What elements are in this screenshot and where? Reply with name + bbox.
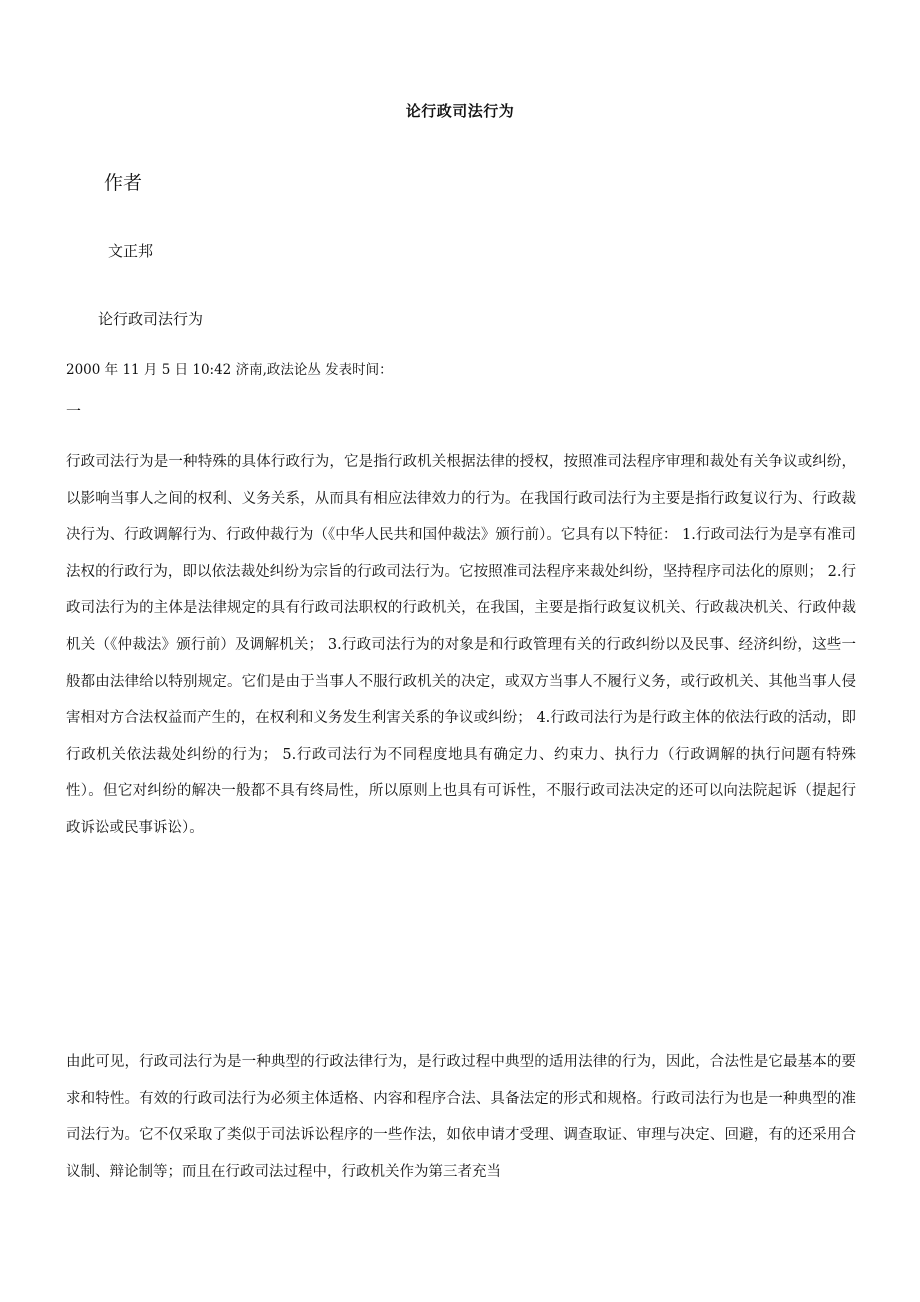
document-title: 论行政司法行为 (405, 102, 515, 120)
article-subtitle: 论行政司法行为 (98, 310, 204, 328)
paragraph-2: 由此可见，行政司法行为是一种典型的行政法律行为，是行政过程中典型的适用法律的行为，因此，合法性是它最基本的要求和特性。有效的行政司法行为必须主体适格、内容和程序合法、具备法定的形式和规格。行政司法行为也是一种典型的准司法行为。它不仅采取了类似于司法诉讼程序的一些作法，如依申请才受理、调查取证、审理与决定、回避，有的还采用合议制、辩论制等；而且在行政司法过程中，行政机关作为第三者充当 (66, 1054, 856, 1180)
author-name: 文正邦 (108, 242, 154, 260)
author-label: 作者 (104, 172, 143, 194)
section-number: 一 (66, 402, 82, 420)
publication-meta: 2000 年 11 月 5 日 10:42 济南,政法论丛 发表时间： (66, 362, 393, 378)
paragraph-1: 行政司法行为是一种特殊的具体行政行为，它是指行政机关根据法律的授权，按照准司法程序审理和裁处有关争议或纠纷，以影响当事人之间的权利、义务关系，从而具有相应法律效力的行为。在我国行政司法行为主要是指行政复议行为、行政裁决行为、行政调解行为、行政仲裁行为（《中华人民共和国仲裁法》颁行前）。它具有以下特征： 1.行政司法行为是享有准司法权的行政行为，即以依法裁处纠纷为宗旨的行政司法行为。它按照准司法程序来裁处纠纷，坚持程序司法化的原则； 2.行政司法行为的主体是法律规定的具有行政司法职权的行政机关，在我国，主要是指行政复议机关、行政裁决机关、行政仲裁机关（《仲裁法》颁行前）及调解机关； 3.行政司法行为的对象是和行政管理有关的行政纠纷以及民事、经济纠纷，这些一般都由法律给以特别规定。它们是由于当事人不服行政机关的决定，或双方当事人不履行义务，或行政机关、其他当事人侵害相对方合法权益而产生的，在权利和义务发生利害关系的争议或纠纷； 4.行政司法行为是行政主体的依法行政的活动，即行政机关依法裁处纠纷的行为； 5.行政司法行为不同程度地具有确定力、约束力、执行力（行政调解的执行问题有特殊性）。但它对纠纷的解决一般都不具有终局性，所以原则上也具有可诉性，不服行政司法决定的还可以向法院起诉（提起行政诉讼或民事诉讼）。 (66, 454, 856, 836)
